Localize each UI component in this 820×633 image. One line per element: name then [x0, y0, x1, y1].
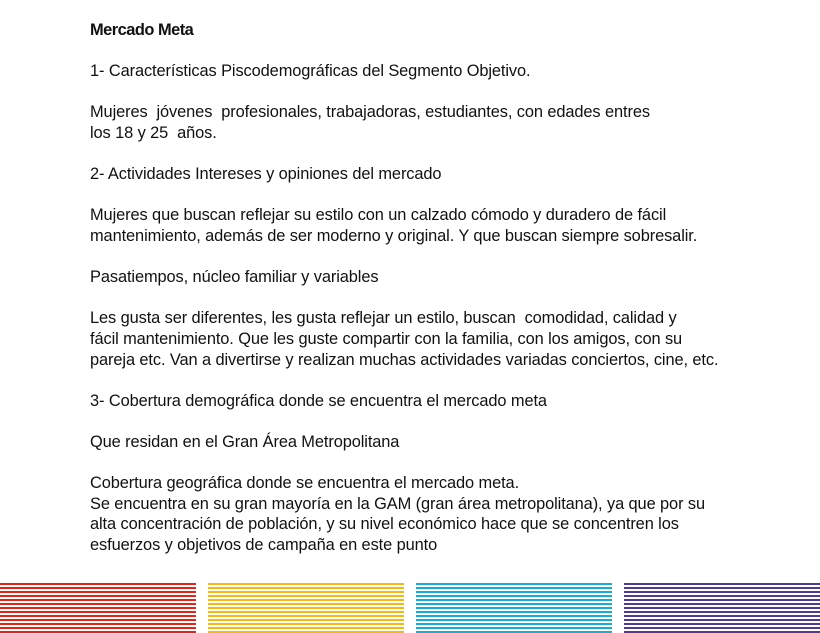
- section-3-heading: 3- Cobertura demográfica donde se encuentra el mercado meta: [90, 391, 547, 410]
- paragraph-line: Les gusta ser diferentes, les gusta reflejar un estilo, buscan comodidad, calidad y: [90, 309, 677, 328]
- paragraph-line: alta concentración de población, y su nivel económico hace que se concentren los: [90, 515, 679, 534]
- footer-stripe-cyan: [416, 583, 612, 633]
- section-2-subheading: Pasatiempos, núcleo familiar y variables: [90, 268, 379, 287]
- paragraph-line: Que residan en el Gran Área Metropolitana: [90, 432, 400, 451]
- footer-stripe-purple: [624, 583, 820, 633]
- spacer: [90, 185, 790, 206]
- paragraph-line: Mujeres que buscan reflejar su estilo con un calzado cómodo y duradero de fácil: [90, 206, 667, 225]
- spacer: [90, 82, 790, 103]
- paragraph-line: Mujeres jóvenes profesionales, trabajadoras, estudiantes, con edades entres: [90, 103, 650, 122]
- paragraph-line: mantenimiento, además de ser moderno y original. Y que buscan siempre sobresalir.: [90, 226, 698, 245]
- paragraph-line: los 18 y 25 años.: [90, 123, 217, 142]
- spacer: [90, 288, 790, 309]
- paragraph-line: fácil mantenimiento. Que les guste compartir con la familia, con los amigos, con su: [90, 329, 683, 348]
- section-2-heading: 2- Actividades Intereses y opiniones del mercado: [90, 165, 442, 184]
- spacer: [90, 144, 790, 165]
- spacer: [90, 41, 790, 62]
- spacer: [90, 247, 790, 268]
- paragraph-line: Se encuentra en su gran mayoría en la GAM (gran área metropolitana), ya que por su: [90, 494, 705, 513]
- spacer: [90, 452, 790, 473]
- section-3-subheading: Cobertura geográfica donde se encuentra el mercado meta.: [90, 474, 520, 493]
- paragraph-line: esfuerzos y objetivos de campaña en este punto: [90, 535, 438, 554]
- spacer: [90, 411, 790, 432]
- footer-stripe-yellow: [208, 583, 404, 633]
- paragraph-line: pareja etc. Van a divertirse y realizan muchas actividades variadas conciertos, cine, etc.: [90, 350, 719, 369]
- spacer: [90, 370, 790, 391]
- document-body: [90, 20, 790, 555]
- footer-stripe-red: [0, 583, 196, 633]
- page-title: Mercado Meta: [90, 21, 194, 39]
- section-1-heading: 1- Características Piscodemográficas del Segmento Objetivo.: [90, 62, 531, 81]
